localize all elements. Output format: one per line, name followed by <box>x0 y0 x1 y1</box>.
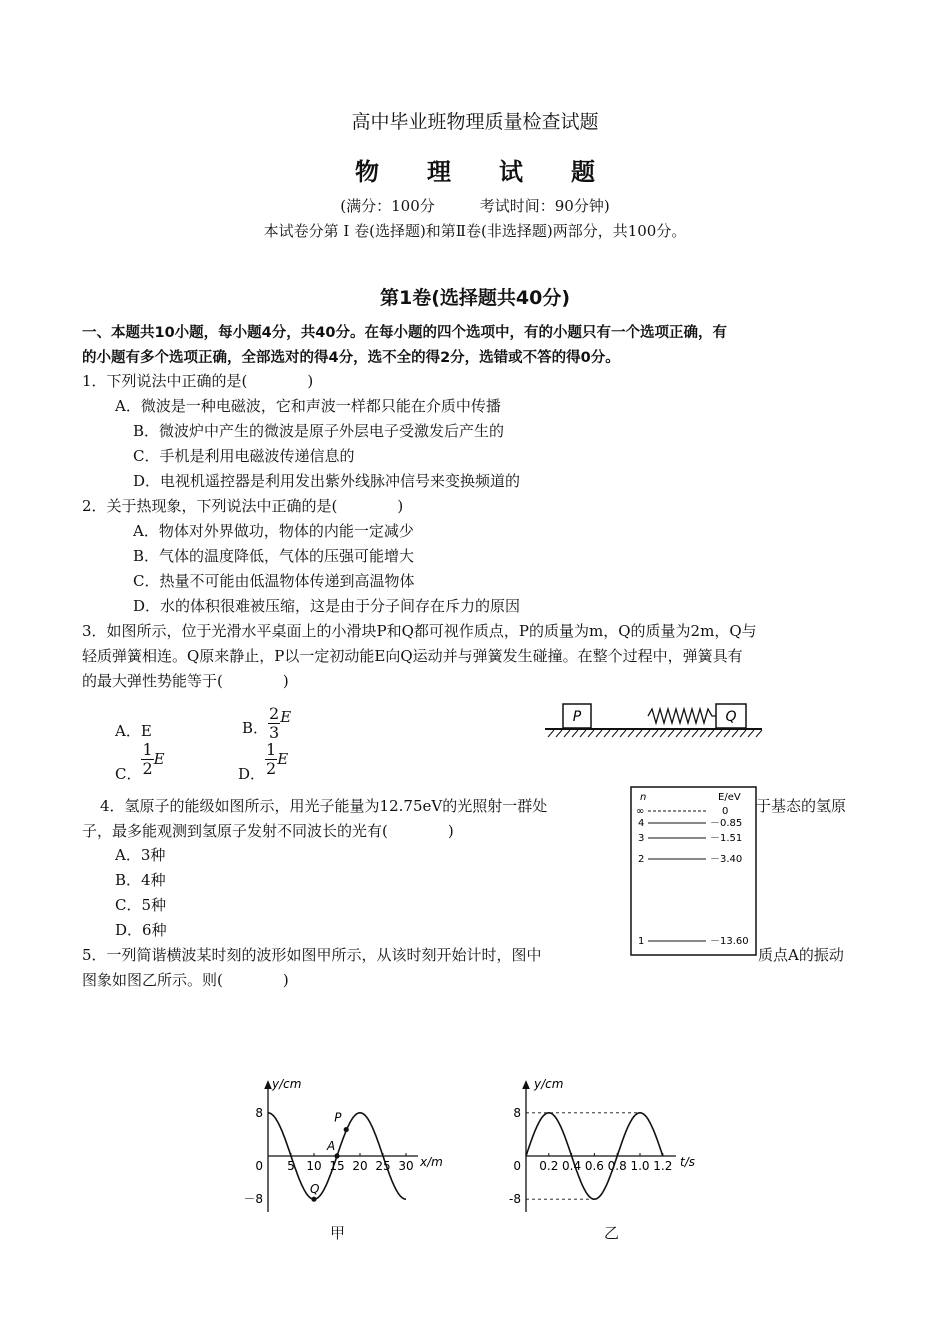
yi-x-tick-label: 0.2 <box>539 1159 559 1173</box>
q3-figure <box>540 700 770 746</box>
yi-y-tick-label: 8 <box>513 1105 521 1120</box>
jia-y-tick-label: 8 <box>255 1105 263 1120</box>
q3-option-a: A．E <box>115 722 152 740</box>
jia-x-tick-label: 25 <box>375 1159 391 1173</box>
jia-y-tick-label: －8 <box>243 1192 263 1207</box>
yi-x-tick-label: 0.4 <box>562 1159 582 1173</box>
table-hatching <box>548 730 762 737</box>
q3-option-b-den: 3 <box>269 723 280 742</box>
q3-line2: 轻质弹簧相连。Q原来静止，P以一定初动能E向Q运动并与弹簧发生碰撞。在整个过程中，弹簧具有 <box>82 647 743 665</box>
level-inf-n: ∞ <box>636 806 645 817</box>
level-2-e: －3.40 <box>710 854 743 865</box>
e-header: E/eV <box>718 792 741 803</box>
q4-option-c: C．5种 <box>115 896 167 914</box>
q1-option-a: A．微波是一种电磁波，它和声波一样都只能在介质中传播 <box>115 397 501 415</box>
level-3-e: －1.51 <box>710 833 743 844</box>
yi-x-tick-label: 0.6 <box>584 1159 604 1173</box>
level-1-n: 1 <box>638 936 645 947</box>
jia-y-tick-label: 0 <box>255 1159 263 1173</box>
exam-subtitle: 高中毕业班物理质量检查试题 <box>351 111 599 133</box>
level-inf-e: 0 <box>722 806 729 817</box>
q3-line3: 的最大弹性势能等于( ) <box>82 672 289 690</box>
section-instructions-line2: 的小题有多个选项正确，全部选对的得4分，选不全的得2分，选错或不答的得0分。 <box>82 350 620 366</box>
q3-option-b-var: E <box>280 708 292 726</box>
q3-option-c-var: E <box>153 750 165 768</box>
yi-ylabel: y/cm <box>534 1077 564 1091</box>
jia-x-tick-label: 20 <box>352 1159 368 1173</box>
q3-option-c-num: 1 <box>142 740 153 759</box>
jia-point-p <box>344 1127 349 1132</box>
jia-point-a <box>334 1153 339 1158</box>
q3-option-d-den: 2 <box>266 759 277 778</box>
q3-option-d-num: 1 <box>266 740 277 759</box>
chart-jia-label: 甲 <box>330 1224 346 1242</box>
yi-x-tick-label: 1.0 <box>630 1159 650 1173</box>
q3-option-b <box>242 692 291 742</box>
q4-option-d: D．6种 <box>115 921 167 939</box>
jia-point-label-q: Q <box>310 1182 320 1197</box>
jia-x-tick-label: 30 <box>398 1159 414 1173</box>
q5-line2: 图象如图乙所示。则( ) <box>82 971 289 989</box>
yi-y-tick-label: 0 <box>513 1159 521 1173</box>
yi-x-tick-label: 1.2 <box>653 1159 673 1173</box>
q2-option-a: A．物体对外界做功，物体的内能一定减少 <box>133 522 414 540</box>
q4-line1-tail: 于基态的氢原 <box>756 797 847 815</box>
q2-stem: 2．关于热现象，下列说法中正确的是( ) <box>82 497 404 515</box>
section-instructions-line1: 一、本题共10小题，每小题4分，共40分。在每小题的四个选项中，有的小题只有一个选项正确，有 <box>82 325 727 341</box>
yi-y-tick-label: -8 <box>509 1192 521 1207</box>
q4-line1: 4．氢原子的能级如图所示，用光子能量为12.75eV的光照射一群处 <box>100 797 548 815</box>
q1-option-c: C．手机是利用电磁波传递信息的 <box>133 447 355 465</box>
jia-point-q <box>311 1197 316 1202</box>
q4-line2: 子，最多能观测到氢原子发射不同波长的光有( ) <box>82 822 454 840</box>
q5-line1-tail: 质点A的振动 <box>758 946 844 964</box>
q3-option-d-fraction <box>265 741 277 778</box>
chart-yi-label: 乙 <box>604 1224 620 1242</box>
exam-meta: (满分：100分 考试时间：90分钟) <box>340 197 610 215</box>
q4-option-b: B．4种 <box>115 871 166 889</box>
q3-option-b-label: B． <box>242 719 269 737</box>
n-header: n <box>640 792 647 803</box>
q2-option-d: D．水的体积很难被压缩，这是由于分子间存在斥力的原因 <box>133 597 521 615</box>
jia-x-tick-label: 10 <box>306 1159 322 1173</box>
level-2-n: 2 <box>638 854 645 865</box>
q3-option-b-fraction <box>268 705 280 742</box>
level-4-n: 4 <box>638 818 645 829</box>
block-q-label: Q <box>725 709 737 725</box>
exam-intro: 本试卷分第 Ⅰ 卷(选择题)和第Ⅱ卷(非选择题)两部分，共100分。 <box>263 222 687 240</box>
section-title: 第1卷(选择题共40分) <box>379 287 571 309</box>
q4-option-a: A．3种 <box>115 846 166 864</box>
q3-line1: 3．如图所示，位于光滑水平桌面上的小滑块P和Q都可视作质点，P的质量为m，Q的质量为2m，Q与 <box>82 622 757 640</box>
q3-option-d <box>238 740 288 786</box>
q3-option-c-den: 2 <box>142 759 153 778</box>
q3-option-c-label: C． <box>115 765 142 783</box>
exam-title: 物 理 试 题 <box>355 158 595 186</box>
diagram-frame <box>631 787 756 955</box>
q3-option-c <box>115 740 165 786</box>
jia-x-tick-label: 5 <box>287 1159 295 1173</box>
level-4-e: －0.85 <box>710 818 743 829</box>
energy-level-diagram <box>630 786 758 958</box>
spring <box>648 709 716 723</box>
yi-xlabel: t/s <box>680 1155 695 1169</box>
jia-x-tick-label: 15 <box>329 1159 345 1173</box>
jia-point-label-a: A <box>327 1139 336 1153</box>
jia-ylabel: y/cm <box>272 1077 302 1091</box>
level-3-n: 3 <box>638 833 645 844</box>
q3-option-c-fraction <box>141 741 153 778</box>
yi-x-tick-label: 0.8 <box>607 1159 627 1173</box>
q3-option-b-num: 2 <box>269 704 280 723</box>
q1-option-b: B．微波炉中产生的微波是原子外层电子受激发后产生的 <box>133 422 505 440</box>
q3-option-d-var: E <box>277 750 289 768</box>
q1-stem: 1．下列说法中正确的是( ) <box>82 372 314 390</box>
jia-point-label-p: P <box>334 1110 342 1125</box>
q3-option-d-label: D． <box>238 765 266 783</box>
level-1-e: －13.60 <box>710 936 749 947</box>
block-p-label: P <box>572 709 582 725</box>
q2-option-c: C．热量不可能由低温物体传递到高温物体 <box>133 572 415 590</box>
q2-option-b: B．气体的温度降低，气体的压强可能增大 <box>133 547 415 565</box>
jia-xlabel: x/m <box>420 1155 443 1169</box>
q1-option-d: D．电视机遥控器是利用发出紫外线脉冲信号来变换频道的 <box>133 472 521 490</box>
q5-line1: 5．一列简谐横波某时刻的波形如图甲所示，从该时刻开始计时，图中 <box>82 946 542 964</box>
